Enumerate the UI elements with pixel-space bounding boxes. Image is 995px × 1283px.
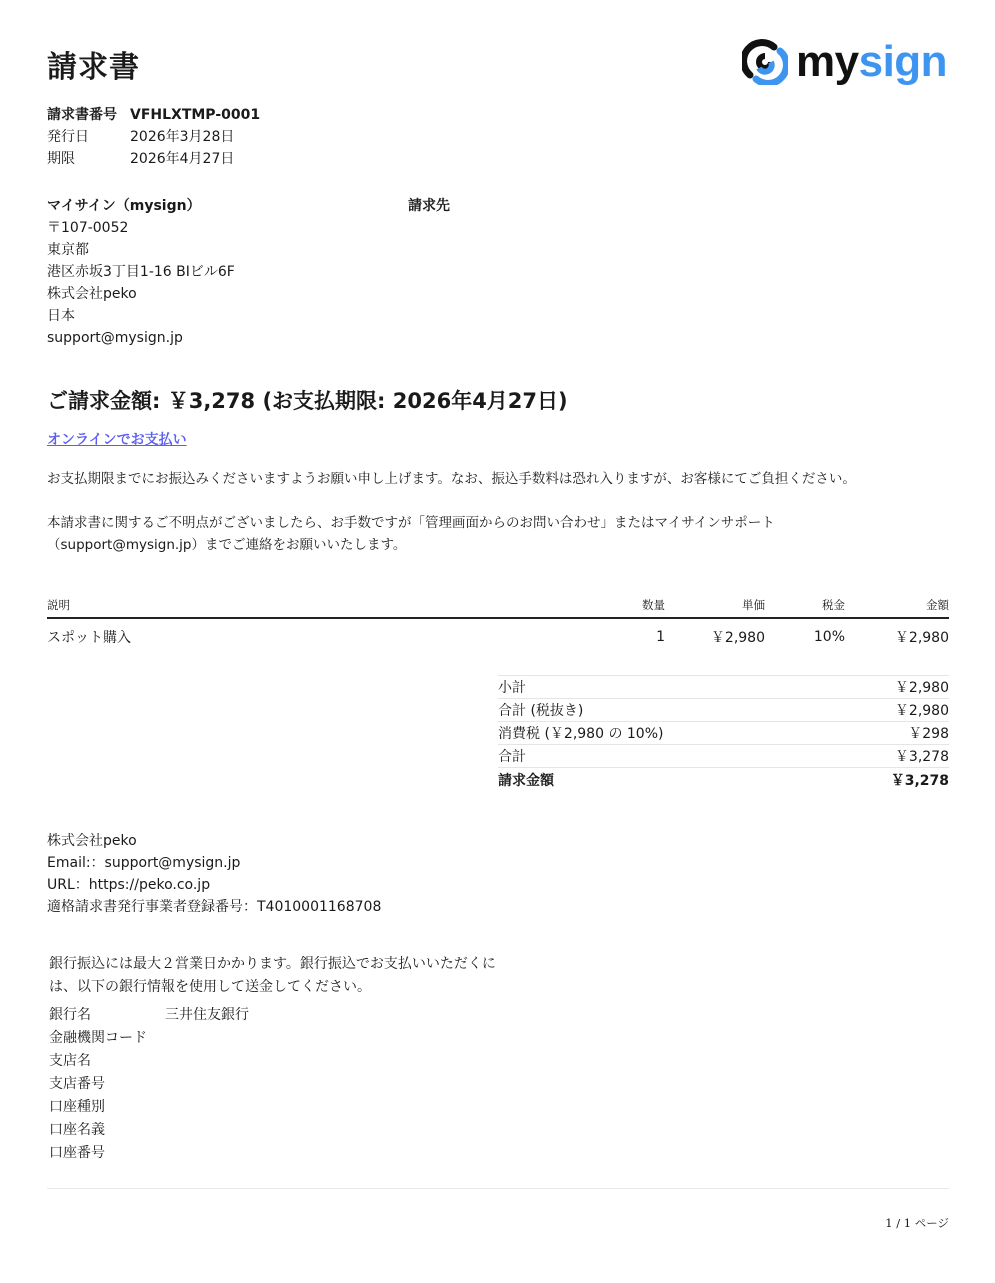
- header-quantity: 数量: [642, 598, 665, 612]
- total-label: 消費税 (￥2,980 の 10%): [498, 726, 664, 742]
- total-label: 合計: [498, 749, 526, 765]
- header-description: 説明: [47, 598, 70, 612]
- page-title: 請求書: [47, 50, 140, 85]
- bank-details: [49, 1004, 249, 1165]
- address-line: 東京都: [47, 242, 89, 258]
- item-description: スポット購入: [47, 630, 131, 646]
- totals-summary: [498, 675, 949, 791]
- company-url: URL：https://peko.co.jp: [47, 877, 211, 893]
- issue-date-row: [47, 126, 260, 148]
- bank-label: 支店番号: [49, 1076, 105, 1092]
- amount-due-value: ￥3,278: [890, 772, 949, 789]
- item-amount: ￥2,980: [894, 630, 949, 646]
- bank-row: [49, 1073, 249, 1096]
- company-email: Email:：support@mysign.jp: [47, 855, 241, 871]
- subtotal-row: [498, 676, 949, 699]
- total-label: 合計 (税抜き): [498, 703, 584, 719]
- bank-label: 金融機関コード: [49, 1030, 147, 1046]
- table-header: [47, 593, 949, 619]
- bank-label: 口座種別: [49, 1099, 105, 1115]
- bank-row: [49, 1119, 249, 1142]
- sender-email: support@mysign.jp: [47, 330, 183, 346]
- header-tax: 税金: [822, 598, 845, 612]
- bank-value: 三井住友銀行: [165, 1007, 249, 1023]
- bank-label: 口座番号: [49, 1145, 105, 1161]
- bank-label: 銀行名: [49, 1007, 91, 1023]
- sender-name: マイサイン（mysign）: [47, 198, 201, 214]
- address-line: 〒107-0052: [47, 220, 129, 236]
- meta-label: 請求書番号: [47, 107, 117, 123]
- item-quantity: 1: [656, 629, 665, 645]
- logo-text-sign: sign: [858, 37, 948, 86]
- bank-row: [49, 1004, 249, 1027]
- logo-text-my: my: [796, 37, 859, 86]
- issue-date: 2026年3月28日: [130, 129, 235, 145]
- bank-row: [49, 1096, 249, 1119]
- page-number: 1 / 1 ページ: [885, 1216, 949, 1230]
- consumption-tax-row: [498, 722, 949, 745]
- due-date-row: [47, 148, 260, 170]
- meta-label: 発行日: [47, 129, 89, 145]
- bank-label: 口座名義: [49, 1122, 105, 1138]
- address-line: 港区赤坂3丁目1-16 BIビル6F: [47, 264, 235, 280]
- total-label: 請求金額: [498, 772, 554, 789]
- address-line: 株式会社peko: [47, 286, 137, 302]
- footer-divider: [47, 1188, 949, 1189]
- company-info: [47, 830, 381, 918]
- total-value: ￥3,278: [894, 749, 949, 765]
- table-row: [47, 619, 949, 655]
- registration-number: 適格請求書発行事業者登録番号：T4010001168708: [47, 899, 382, 915]
- meta-label: 期限: [47, 151, 75, 167]
- address-line: 日本: [47, 308, 75, 324]
- notice-paragraph: お支払期限までにお振込みくださいますようお願い申し上げます。なお、振込手数料は恐れ入りますが、お客様にてご負担ください。: [47, 471, 856, 487]
- mysign-logo-icon: [742, 39, 788, 85]
- company-name: 株式会社peko: [47, 833, 137, 849]
- item-tax: 10%: [813, 629, 845, 645]
- total-value: ￥2,980: [894, 703, 949, 719]
- total-value: ￥298: [908, 726, 949, 742]
- invoice-number-row: [47, 104, 260, 126]
- total-row: [498, 745, 949, 768]
- invoice-number: VFHLXTMP-0001: [130, 107, 261, 123]
- bank-row: [49, 1050, 249, 1073]
- header-unit-price: 単価: [742, 598, 765, 612]
- total-excl-tax-row: [498, 699, 949, 722]
- pay-online-link[interactable]: オンラインでお支払い: [47, 432, 187, 448]
- bank-label: 支店名: [49, 1053, 91, 1069]
- bill-to-label: 請求先: [408, 198, 450, 214]
- bank-row: [49, 1142, 249, 1165]
- payment-notice: [47, 468, 947, 578]
- total-label: 小計: [498, 680, 526, 696]
- bank-transfer-note: 銀行振込には最大２営業日かかります。銀行振込でお支払いいただくには、以下の銀行情報を使用して送金してください。: [49, 956, 496, 995]
- due-date: 2026年4月27日: [130, 151, 235, 167]
- item-unit-price: ￥2,980: [710, 630, 765, 646]
- amount-due-heading: ご請求金額: ￥3,278 (お支払期限: 2026年4月27日): [47, 389, 568, 413]
- notice-paragraph: 本請求書に関するご不明点がございましたら、お手数ですが「管理画面からのお問い合わせ」またはマイサインサポート（support@mysign.jp）までご連絡をお願いいたします。: [47, 515, 775, 553]
- header-amount: 金額: [926, 598, 949, 612]
- total-value: ￥2,980: [894, 680, 949, 696]
- brand-logo: [742, 38, 952, 86]
- bank-row: [49, 1027, 249, 1050]
- invoice-meta: [47, 104, 260, 170]
- line-items-table: [47, 593, 949, 655]
- sender-address: [47, 195, 235, 349]
- amount-due-row: [498, 768, 949, 791]
